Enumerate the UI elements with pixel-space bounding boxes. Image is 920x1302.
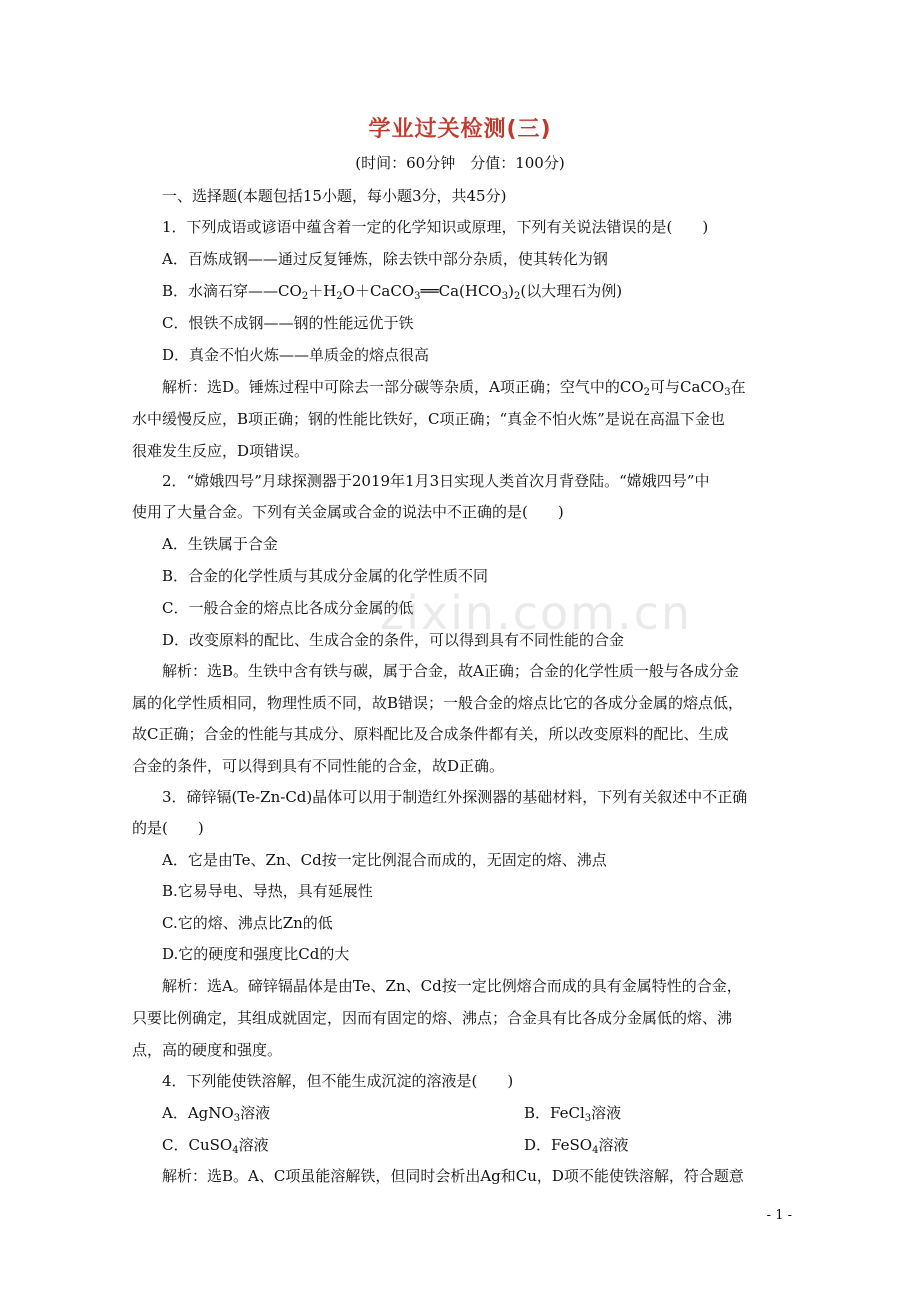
question-3-analysis-line: 只要比例确定，其组成就固定，因而有固定的熔、沸点；合金具有比各成分金属低的熔、沸 (132, 1009, 733, 1027)
question-3-option-c: C.它的熔、沸点比Zn的低 (162, 914, 333, 932)
question-1-option-c: C．恨铁不成钢——钢的性能远优于铁 (162, 314, 414, 332)
question-1-analysis-line: 解析：选D。锤炼过程中可除去一部分碳等杂质，A项正确；空气中的$CO_2$可与CaCO$_3$在 (162, 378, 746, 398)
question-1-option-a: A．百炼成钢——通过反复锤炼，除去铁中部分杂质，使其转化为钢 (162, 250, 608, 268)
watermark-text: zixin.com.cn (380, 586, 693, 640)
question-3-option-a: A．它是由Te、Zn、Cd按一定比例混合而成的，无固定的熔、沸点 (162, 851, 607, 869)
exam-meta: (时间：60分钟 分值：100分) (355, 154, 565, 172)
question-2-stem: 使用了大量合金。下列有关金属或合金的说法中不正确的是( ) (132, 503, 564, 521)
question-2-stem: 2．“嫦娥四号”月球探测器于2019年1月3日实现人类首次月背登陆。“嫦娥四号”中 (162, 472, 710, 490)
question-2-analysis-line: 解析：选B。生铁中含有铁与碳，属于合金，故A正确；合金的化学性质一般与各成分金 (162, 662, 739, 680)
question-2-analysis-line: 故C正确；合金的性能与其成分、原料配比及合成条件都有关，所以改变原料的配比、生成 (132, 725, 729, 743)
question-2-option-b: B．合金的化学性质与其成分金属的化学性质不同 (162, 567, 489, 585)
question-4-option-d: D．FeSO$_4$溶液 (524, 1136, 629, 1156)
question-3-option-b: B.它易导电、导热，具有延展性 (162, 882, 373, 900)
question-1-analysis-line: 很难发生反应，D项错误。 (132, 442, 310, 460)
question-3-analysis-line: 点，高的硬度和强度。 (132, 1041, 283, 1059)
question-3-analysis-line: 解析：选A。碲锌镉晶体是由Te、Zn、Cd按一定比例熔合而成的具有金属特性的合金， (162, 977, 742, 995)
question-2-analysis-line: 属的化学性质相同，物理性质不同，故B错误；一般合金的熔点比它的各成分金属的熔点低， (132, 694, 744, 712)
question-4-option-b: B．FeCl$_3$溶液 (524, 1104, 622, 1124)
question-4-stem: 4．下列能使铁溶解，但不能生成沉淀的溶液是( ) (162, 1072, 514, 1090)
question-4-analysis-line: 解析：选B。A、C项虽能溶解铁，但同时会析出Ag和Cu，D项不能使铁溶解，符合题意 (162, 1167, 744, 1185)
question-2-option-a: A．生铁属于合金 (162, 535, 278, 553)
question-1-option-d: D．真金不怕火炼——单质金的熔点很高 (162, 346, 430, 364)
question-3-option-d: D.它的硬度和强度比Cd的大 (162, 945, 350, 963)
question-1-option-b: B．水滴石穿$——CO_2+H_2O+CaCO_3══Ca(HCO_3)_2$(以大理石为例) (162, 282, 623, 302)
question-1-analysis-line: 水中缓慢反应，B项正确；钢的性能比铁好，C项正确；“真金不怕火炼”是说在高温下金也 (132, 410, 725, 428)
question-4-option-c: C．CuSO$_4$溶液 (162, 1136, 269, 1156)
question-2-analysis-line: 合金的条件，可以得到具有不同性能的合金，故D正确。 (132, 757, 505, 775)
question-4-option-a: A．AgNO$_3$溶液 (162, 1104, 271, 1124)
page-number: - 1 - (766, 1208, 792, 1223)
question-2-option-c: C．一般合金的熔点比各成分金属的低 (162, 599, 414, 617)
question-3-stem: 3．碲锌镉(Te-Zn-Cd)晶体可以用于制造红外探测器的基础材料，下列有关叙述中不正确 (162, 788, 748, 806)
section-heading: 一、选择题(本题包括15小题，每小题3分，共45分) (162, 187, 507, 205)
page-title: 学业过关检测(三) (368, 117, 552, 142)
question-3-stem: 的是( ) (132, 819, 204, 837)
question-1-stem: 1．下列成语或谚语中蕴含着一定的化学知识或原理，下列有关说法错误的是( ) (162, 218, 709, 236)
question-2-option-d: D．改变原料的配比、生成合金的条件，可以得到具有不同性能的合金 (162, 631, 625, 649)
